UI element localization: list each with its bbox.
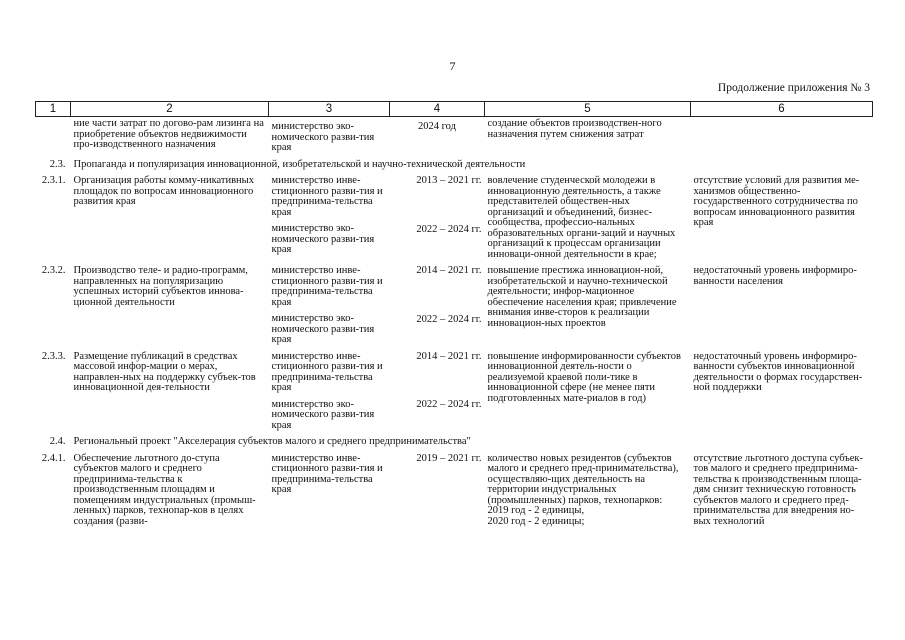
- expected-result: создание объектов производствен-ного назначения путем снижения затрат: [487, 118, 662, 140]
- continuation-note: Продолжение приложения № 3: [717, 82, 870, 94]
- table-row: [36, 452, 873, 532]
- col-header-5: 5: [485, 102, 691, 117]
- section-number: 2.4.: [49, 436, 66, 447]
- term-value: 2024 год: [418, 121, 456, 132]
- measure-name: Организация работы комму-никативных площадок по вопросам инновационного развития края: [73, 175, 254, 207]
- measure-name: Обеспечение льготного до-ступа субъектов малого и среднего предпринима-тельства к производственным площадям и помещениям индустриальных (промыш-ленных) парков, технопар-ков в целях создания (разви-: [73, 452, 256, 527]
- term-value: 2022 – 2024 гг.: [416, 313, 482, 325]
- responsible-body: министерство эко-номического разви-тия края: [271, 121, 375, 153]
- responsible: [269, 174, 390, 264]
- col-header-3: 3: [269, 102, 390, 117]
- term: [390, 264, 485, 350]
- responsible: [269, 264, 390, 350]
- table-row: [36, 117, 873, 158]
- row-number: 2.4.1.: [41, 452, 66, 464]
- term: [390, 174, 485, 264]
- responsible-body: министерство инве-стиционного разви-тия и предпринима-тельства края: [271, 350, 383, 393]
- term-value: 2014 – 2021 гг.: [416, 350, 482, 362]
- risk: недостаточный уровень информиро-ванности субъектов инновационной деятельности о формах государствен-ной поддержки: [693, 350, 863, 393]
- term: [390, 350, 485, 436]
- term-value: 2022 – 2024 гг.: [416, 223, 482, 235]
- term-value: 2022 – 2024 гг.: [416, 399, 482, 410]
- risk: отсутствие условий для развития ме-ханизмов общественно-государственного сотрудничества по вопросам инновационного развития края: [693, 175, 860, 228]
- row-number: 2.3.3.: [41, 350, 66, 362]
- term-value: 2014 – 2021 гг.: [416, 265, 482, 276]
- term-value: 2019 – 2021 гг.: [416, 452, 482, 464]
- responsible-body: министерство эко-номического разви-тия края: [271, 398, 375, 431]
- risk: недостаточный уровень информиро-ванности населения: [693, 265, 857, 287]
- term-value: 2013 – 2021 гг.: [416, 175, 482, 186]
- section-title: Региональный проект "Акселерация субъектов малого и среднего предпринимательства": [73, 436, 471, 447]
- table-row: [36, 264, 873, 350]
- table-row: [36, 350, 873, 436]
- table-row: [36, 174, 873, 264]
- result-text: количество новых резидентов (субъектов малого и среднего пред-принимательства), осуществляю-щих деятельность на территории индустриальных (промышленных) парков, технопарков:: [487, 452, 679, 506]
- responsible-body: министерство инве-стиционного разви-тия и предпринима-тельства края: [271, 175, 383, 218]
- col-header-1: 1: [36, 102, 71, 117]
- measures-table: [35, 101, 873, 531]
- expected-result: повышение престижа инновацион-ной, изобретательской и научно-технической деятельности; инфор-мационное обеспечение населения края; привлечение внимания инве-сторов к реализации инновацион-ных проектов: [487, 265, 677, 329]
- measure-name: ние части затрат по догово-рам лизинга на приобретение объектов недвижимости про-изводственного назначения: [73, 118, 264, 150]
- expected-result: вовлечение студенческой молодежи в инновационную деятельность, а также представителей обществен-ных организаций и объединений, бизнес-сообщества, профессио-нальных образовательных органи-заций и научных организаций к процессам организации инноваци-онной деятельности в крае;: [487, 175, 676, 260]
- section-title: Пропаганда и популяризация инновационной, изобретательской и научно-технической деятельности: [73, 158, 526, 170]
- result-2020: 2020 год - 2 единицы;: [487, 515, 585, 527]
- term: [390, 117, 485, 158]
- table-header-row: [36, 102, 873, 117]
- responsible-body: министерство эко-номического разви-тия края: [271, 223, 375, 255]
- result-2019: 2019 год - 2 единицы,: [487, 505, 585, 516]
- responsible-body: министерство инве-стиционного разви-тия и предпринима-тельства края: [271, 265, 383, 308]
- responsible: [269, 117, 390, 158]
- risk: [691, 117, 873, 158]
- col-header-2: 2: [71, 102, 269, 117]
- section-row: [36, 158, 873, 175]
- row-number: 2.3.1.: [41, 175, 66, 186]
- expected-result: [485, 452, 691, 532]
- responsible: [269, 350, 390, 436]
- responsible: [269, 452, 390, 532]
- col-header-6: 6: [691, 102, 873, 117]
- measure-name: Размещение публикаций в средствах массовой инфор-мации о мерах, направлен-ных на поддержку субъек-тов инновационной дея-тельности: [73, 350, 256, 393]
- responsible-body: министерство инве-стиционного разви-тия и предпринима-тельства края: [271, 452, 383, 495]
- section-row: [36, 435, 873, 452]
- col-header-4: 4: [390, 102, 485, 117]
- row-number: 2.3.2.: [41, 265, 66, 276]
- expected-result: повышение информированности субъектов инновационной деятель-ности о реализуемой краевой поли-тике в инновационной сфере (не менее пяти подготовленных мате-риалов в год): [487, 350, 681, 404]
- term: [390, 452, 485, 532]
- risk: отсутствие льготного доступа субъек-тов малого и среднего предпринима-тельства к производственным площа-дям снизит техническую готовность субъектов малого и среднего пред-принимательства для внедрения но-вых технологий: [693, 452, 864, 527]
- section-number: 2.3.: [49, 158, 66, 170]
- measure-name: Производство теле- и радио-программ, направленных на популяризацию успешных историй субъектов иннова-ционной деятельности: [73, 265, 248, 308]
- page-number: 7: [449, 59, 456, 73]
- responsible-body: министерство эко-номического разви-тия края: [271, 313, 375, 345]
